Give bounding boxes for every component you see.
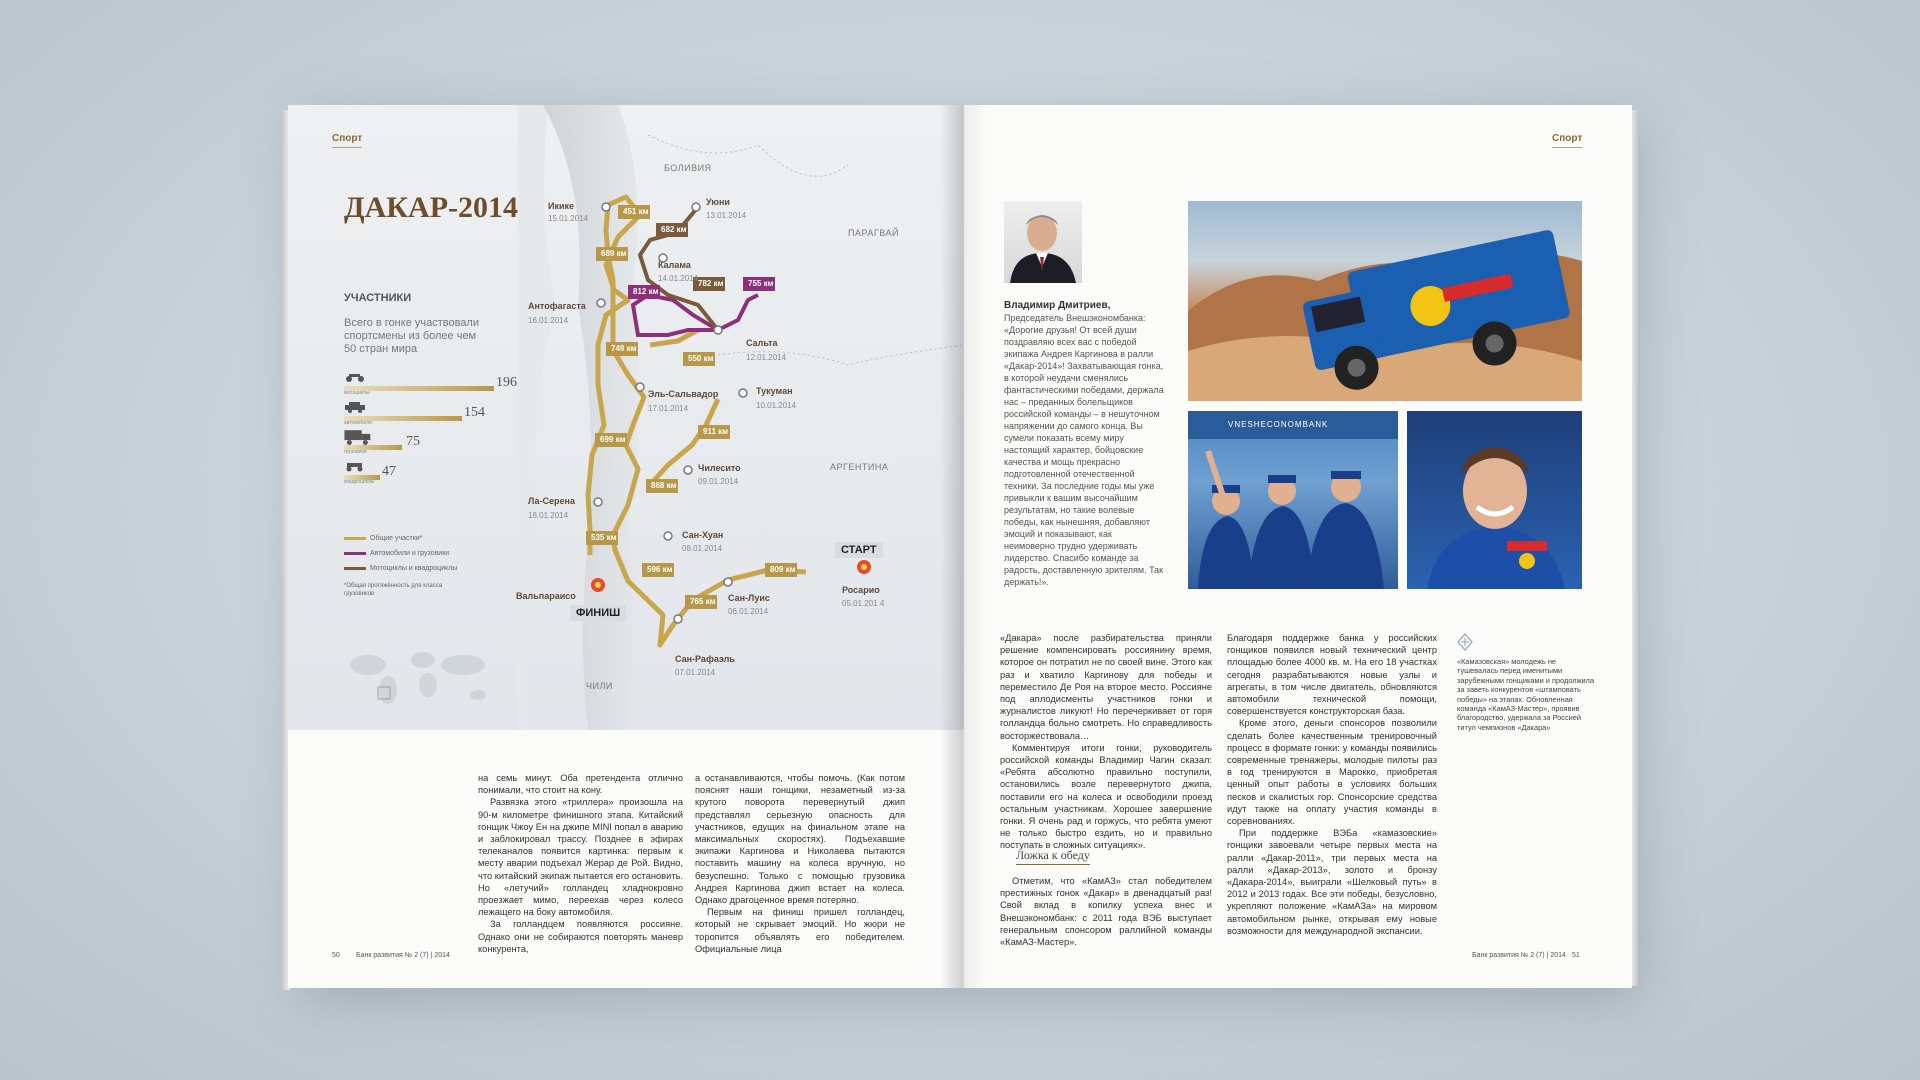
category-value: 47 bbox=[382, 464, 396, 479]
finish-badge: ФИНИШ bbox=[570, 605, 626, 621]
legend-swatch bbox=[344, 537, 366, 540]
city-label: Сан-Рафаэль bbox=[675, 654, 735, 664]
city-label: Вальпараисо bbox=[516, 591, 576, 601]
portrait-illustration bbox=[1004, 201, 1082, 283]
city-date: 10.01.2014 bbox=[756, 401, 797, 410]
truck-icon bbox=[344, 429, 372, 445]
legend-swatch bbox=[344, 567, 366, 570]
distance-label: 535 км bbox=[591, 533, 617, 542]
section-rule bbox=[332, 147, 362, 148]
paragraph: Кроме этого, деньги спонсоров позволили сделать более качественным тренировочный процесс в формате гонки: у команды появились современные тренажеры, молодые пилоты раз в год тренируются в Марокко, приобретая ценный опыт работы в условиях больших песков и скалистых гор. Спонсорские средства идут также на оплату участия команды в соревнованиях. bbox=[1227, 718, 1437, 827]
paragraph: За голландцем появляются россияне. Однако они не собираются повторять маневр конкурента, bbox=[478, 919, 683, 954]
city-date: 07.01.2014 bbox=[675, 668, 716, 677]
banner-text: VNESHECONOMBANK bbox=[1188, 411, 1398, 439]
country-label: АРГЕНТИНА bbox=[830, 462, 889, 472]
city-label: Икике bbox=[548, 201, 575, 211]
pilot-photo bbox=[1407, 411, 1582, 589]
map-footnote: *Общая протяжённость для класса грузовиков bbox=[344, 583, 443, 597]
distance-label: 812 км bbox=[633, 287, 659, 296]
quote-text: Председатель Внешэкономбанка: «Дорогие друзья! От всей души поздравляю всех вас с победой экипажа Андрея Каргинова в ралли «Дакар-2014»! Захватывающая гонка, в которой неудачи сменялись фантастическими победами, держала нас – преданных болельщиков российской команды – в нешуточном напряжении до самого конца. Вы сумели показать всему миру настоящий характер, бойцовские качества и мощь прекрасно подготовленной отечественной техники. За последние годы мы уже привыкли к вашим высочайшим результатам, но такие волевые победы, как нынешняя, добавляют эмоций и показывают, как неимоверно трудно удерживать лидерство. Спасибо команде за радость, доставленную зрителям. Так держать!». bbox=[1004, 313, 1164, 587]
quote-author: Владимир Дмитриев, bbox=[1004, 300, 1111, 311]
category-row-cars bbox=[344, 400, 524, 426]
page-number: 51 bbox=[1572, 952, 1580, 959]
page-number: 50 bbox=[332, 952, 340, 959]
team-photo bbox=[1188, 411, 1398, 589]
legend-swatch bbox=[344, 552, 366, 555]
participants-heading: УЧАСТНИКИ bbox=[344, 292, 412, 304]
distance-label: 911 км bbox=[703, 427, 729, 436]
paragraph: Развязка этого «триллера» произошла на 90-м километре финишного этапа. Китайский гонщик Чжоу Ен на джипе MINI попал в аварию и заблокировал трассу. Позднее в эфирах телеканалов появится картинка: первым к месту аварии подъехал Жерар де Рой. Видно, что китайский экипаж пытается его остановить. Но «летучий» голландец хладнокровно проезжает мимо, переехав через колесо лежащего на боку автомобиля. bbox=[478, 797, 683, 918]
distance-label: 749 км bbox=[611, 344, 637, 353]
country-label: БОЛИВИЯ bbox=[664, 163, 712, 173]
category-value: 75 bbox=[406, 434, 420, 449]
distance-label: 782 км bbox=[698, 279, 724, 288]
legend-label: Мотоциклы и квадроциклы bbox=[370, 565, 458, 572]
page-footer-text: Банк развития № 2 (7) | 2014 bbox=[356, 952, 450, 959]
city-label: Тукуман bbox=[756, 386, 793, 396]
category-row-trucks bbox=[344, 429, 524, 455]
distance-label: 868 км bbox=[651, 481, 677, 490]
team-illustration bbox=[1188, 411, 1398, 589]
city-date: 18.01.2014 bbox=[528, 511, 569, 520]
category-value: 196 bbox=[496, 375, 517, 390]
legend-item-common bbox=[344, 535, 422, 542]
city-label: Сальта bbox=[746, 338, 778, 348]
country-label: ПАРАГВАЙ bbox=[848, 228, 899, 238]
city-date: 06.01.2014 bbox=[728, 607, 769, 616]
city-date: 09.01.2014 bbox=[698, 477, 739, 486]
distance-label: 451 км bbox=[623, 207, 649, 216]
city-date: 16.01.2014 bbox=[528, 316, 569, 325]
paragraph: Комментируя итоги гонки, руководитель российской команды Владимир Чагин сказал: «Ребята абсолютно правильно поступили, остановились возле перевернутого джипа, поставили его на колеса и освободили проезд остальным участникам. Хорошее завершение гонки. Я очень рад и горжусь, что ребята умеют не только быстро ездить, но и правильно поступать в сложных ситуациях». bbox=[1000, 742, 1212, 851]
route-map bbox=[288, 105, 964, 730]
category-label: автомобили bbox=[344, 420, 372, 426]
subheading: Ложка к обеду bbox=[1016, 848, 1090, 865]
paragraph: Отметим, что «КамАЗ» стал победителем престижных гонок «Дакар» в двенадцатый раз! Свой вклад в копилку успеха внес и Внешэкономбанк: с 2011 года ВЭБ выступает генеральным спонсором раллийной команды «КамАЗ-Мастер». bbox=[1000, 876, 1212, 948]
paragraph: Первым на финиш пришел голландец, который не скрывает эмоций. Но жюри не торопится объявлять его победителем. Официальные лица bbox=[695, 907, 905, 954]
paragraph: При поддержке ВЭБа «камазовские» гонщики завоевали четыре первых места на ралли «Дакар-2011», три первых места на ралли «Дакар-2013», золото и бронзу «Дакара-2014», выиграли «Шелковый путь» в 2012 и 2013 годах. Все эти победы, безусловно, укрепляют положение «КамАЗа» на мировом автомобильном рынке, открывая ему новые возможности для международной экспансии. bbox=[1227, 828, 1437, 936]
portrait-photo bbox=[1004, 201, 1082, 283]
city-date: 12.01.2014 bbox=[746, 353, 787, 362]
distance-label: 809 км bbox=[770, 565, 796, 574]
city-date: 14.01.2014 bbox=[658, 274, 699, 283]
right-page bbox=[964, 105, 1632, 988]
city-label: Чилесито bbox=[698, 463, 741, 473]
body-column bbox=[478, 772, 683, 955]
legend-item-moto-quads bbox=[344, 565, 457, 572]
city-label: Калама bbox=[658, 260, 691, 270]
city-date: 05.01.201 4 bbox=[842, 599, 885, 608]
distance-label: 765 км bbox=[690, 597, 716, 606]
legend-item-cars-trucks bbox=[344, 550, 449, 557]
participants-text: Всего в гонке участвовали спортсмены из более чем 50 стран мира bbox=[344, 317, 479, 355]
section-tag: Спорт bbox=[1552, 133, 1583, 144]
world-minimap bbox=[350, 652, 486, 704]
page-footer-text: Банк развития № 2 (7) | 2014 bbox=[1472, 952, 1566, 959]
category-label: квадроциклы bbox=[344, 479, 375, 485]
city-date: 17.01.2014 bbox=[648, 404, 689, 413]
city-label: Антофагаста bbox=[528, 301, 586, 311]
city-date: 08.01.2014 bbox=[682, 544, 723, 553]
quad-icon bbox=[344, 459, 366, 472]
paragraph: а останавливаются, чтобы помочь. (Как потом пояснят наши гонщики, незаметный из-за крутого поворота перевернутый джип представлял серьезную опасность для участников, едущих на финальном этапе на максимальных скоростях). Подъехавшие экипажи Каргинова и Николаева пытаются поставить машину на колеса вручную, но безуспешно. Только с помощью грузовика Андрея Каргинова джип встает на колеса. Однако драгоценное время потеряно. bbox=[695, 773, 905, 906]
city-label: Уюни bbox=[706, 197, 730, 207]
city-label: Сан-Хуан bbox=[682, 530, 724, 540]
category-label: мотоциклы bbox=[344, 390, 370, 396]
left-page bbox=[288, 105, 964, 988]
truck-illustration bbox=[1188, 201, 1582, 401]
motorcycle-icon bbox=[344, 370, 366, 383]
legend-label: Общие участки* bbox=[370, 535, 423, 542]
body-column bbox=[1000, 632, 1212, 852]
pilot-illustration bbox=[1407, 411, 1582, 589]
country-label: ЧИЛИ bbox=[586, 681, 613, 691]
city-date: 13.01.2014 bbox=[706, 211, 747, 220]
distance-label: 550 км bbox=[688, 354, 714, 363]
category-value: 154 bbox=[464, 405, 485, 420]
truck-photo bbox=[1188, 201, 1582, 401]
page-title: ДАКАР-2014 bbox=[344, 191, 519, 224]
diamond-icon bbox=[1457, 633, 1473, 651]
paragraph: Благодаря поддержке банка у российских гонщиков появился новый технический центр площадью более 4000 кв. м. На его 18 участках сегодня разрабатываются новые узлы и агрегаты, в том числе двигатель, обновляются автомобили технической помощи, совершенствуется конструкторская база. bbox=[1227, 633, 1437, 717]
distance-label: 755 км bbox=[748, 279, 774, 288]
distance-label: 689 км bbox=[601, 249, 627, 258]
category-label: грузовики bbox=[344, 449, 367, 455]
start-badge: СТАРТ bbox=[835, 542, 883, 558]
body-column bbox=[1227, 632, 1437, 937]
paragraph: на семь минут. Оба претендента отлично понимали, что стоит на кону. bbox=[478, 773, 683, 796]
section-tag: Спорт bbox=[332, 133, 363, 144]
legend-label: Автомобили и грузовики bbox=[370, 550, 450, 557]
body-column bbox=[1000, 875, 1212, 948]
category-row-motorcycles bbox=[344, 370, 524, 396]
photo-caption: «Камазовская» молодежь не тушевалась перед именитыми зарубежными гонщиками и продолжила за заветь конкурентов «штамповать победы» на этапах. Обновленная команда «КамАЗ-Мастер», проявив благородство, удержала за Россией титул чемпионов «Дакара» bbox=[1457, 657, 1595, 732]
distance-label: 596 км bbox=[647, 565, 673, 574]
distance-label: 699 км bbox=[600, 435, 626, 444]
city-label: Сан-Луис bbox=[728, 593, 770, 603]
car-icon bbox=[344, 400, 366, 413]
body-column bbox=[695, 772, 905, 955]
city-label: Ла-Серена bbox=[528, 496, 575, 506]
city-date: 15.01.2014 bbox=[548, 214, 589, 223]
city-label: Росарио bbox=[842, 585, 880, 595]
category-row-quads bbox=[344, 459, 524, 485]
paragraph: «Дакара» после разбирательства приняли решение компенсировать россиянину время, которое он потратил не по своей вине. Этого как раз и хватило Каргинову для победы и переместило Де Роя на второе место. Россияне под аплодисменты участников гонки и журналистов ликуют! Но перечеркивает от горя голландца больно смотреть. Но справедливость восторжествовала… bbox=[1000, 633, 1212, 741]
section-rule bbox=[1552, 147, 1582, 148]
city-label: Эль-Сальвадор bbox=[648, 389, 719, 399]
distance-label: 682 км bbox=[661, 225, 687, 234]
